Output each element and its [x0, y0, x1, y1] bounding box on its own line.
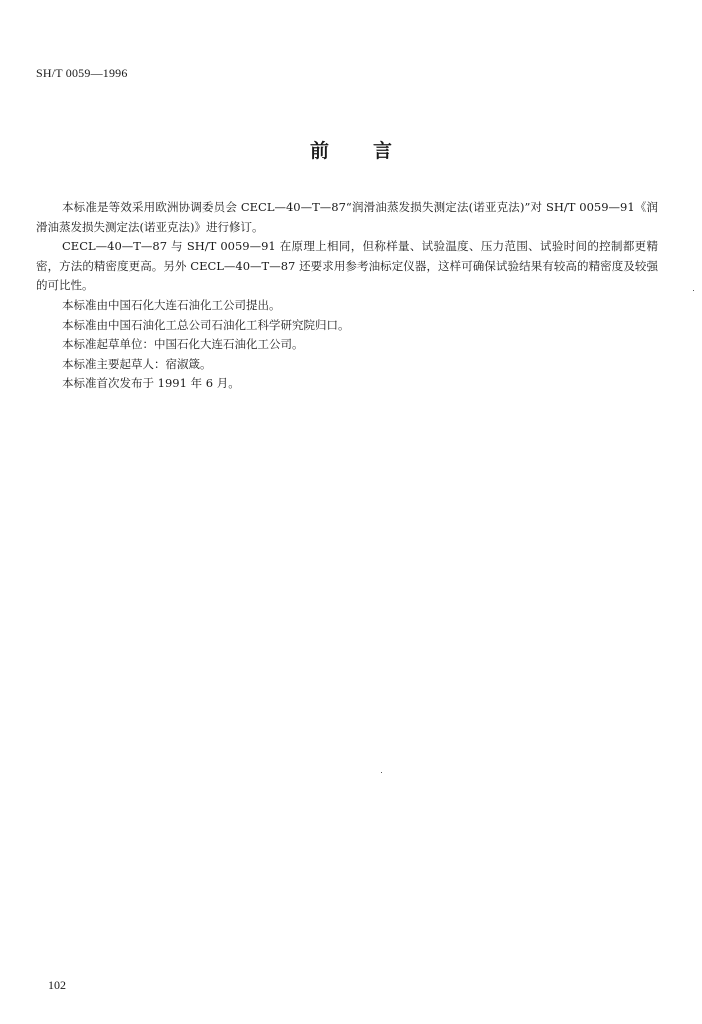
- paragraph-drafter: 本标准主要起草人：宿淑箴。: [62, 356, 212, 371]
- scan-speck: [381, 772, 382, 773]
- standard-code-header: SH/T 0059—1996: [36, 66, 128, 80]
- scan-speck: [693, 290, 694, 291]
- paragraph-adoption: 本标准是等效采用欧洲协调委员会 CECL—40—T—87“润滑油蒸发损失测定法(诺亚克法)”对 SH/T 0059—91《润滑油蒸发损失测定法(诺亚克法)》进行修订。: [36, 200, 658, 234]
- paragraph-proposer: 本标准由中国石化大连石油化工公司提出。: [62, 297, 281, 312]
- paragraph-responsible-unit: 本标准由中国石油化工总公司石油化工科学研究院归口。: [62, 317, 350, 332]
- preface-body: [36, 198, 658, 394]
- page-number: 102: [48, 978, 66, 992]
- paragraph-comparison: CECL—40—T—87 与 SH/T 0059—91 在原理上相同，但称样量、试验温度、压力范围、试验时间的控制都更精密，方法的精密度更高。另外 CECL—40—T—87 还要求用参考油标定仪器，这样可确保试验结果有较高的精密度及较强的可比性。: [36, 239, 658, 293]
- paragraph-first-issue: 本标准首次发布于 1991 年 6 月。: [62, 376, 240, 391]
- page-title: 前言: [309, 140, 436, 162]
- paragraph-drafting-unit: 本标准起草单位：中国石化大连石油化工公司。: [62, 337, 304, 352]
